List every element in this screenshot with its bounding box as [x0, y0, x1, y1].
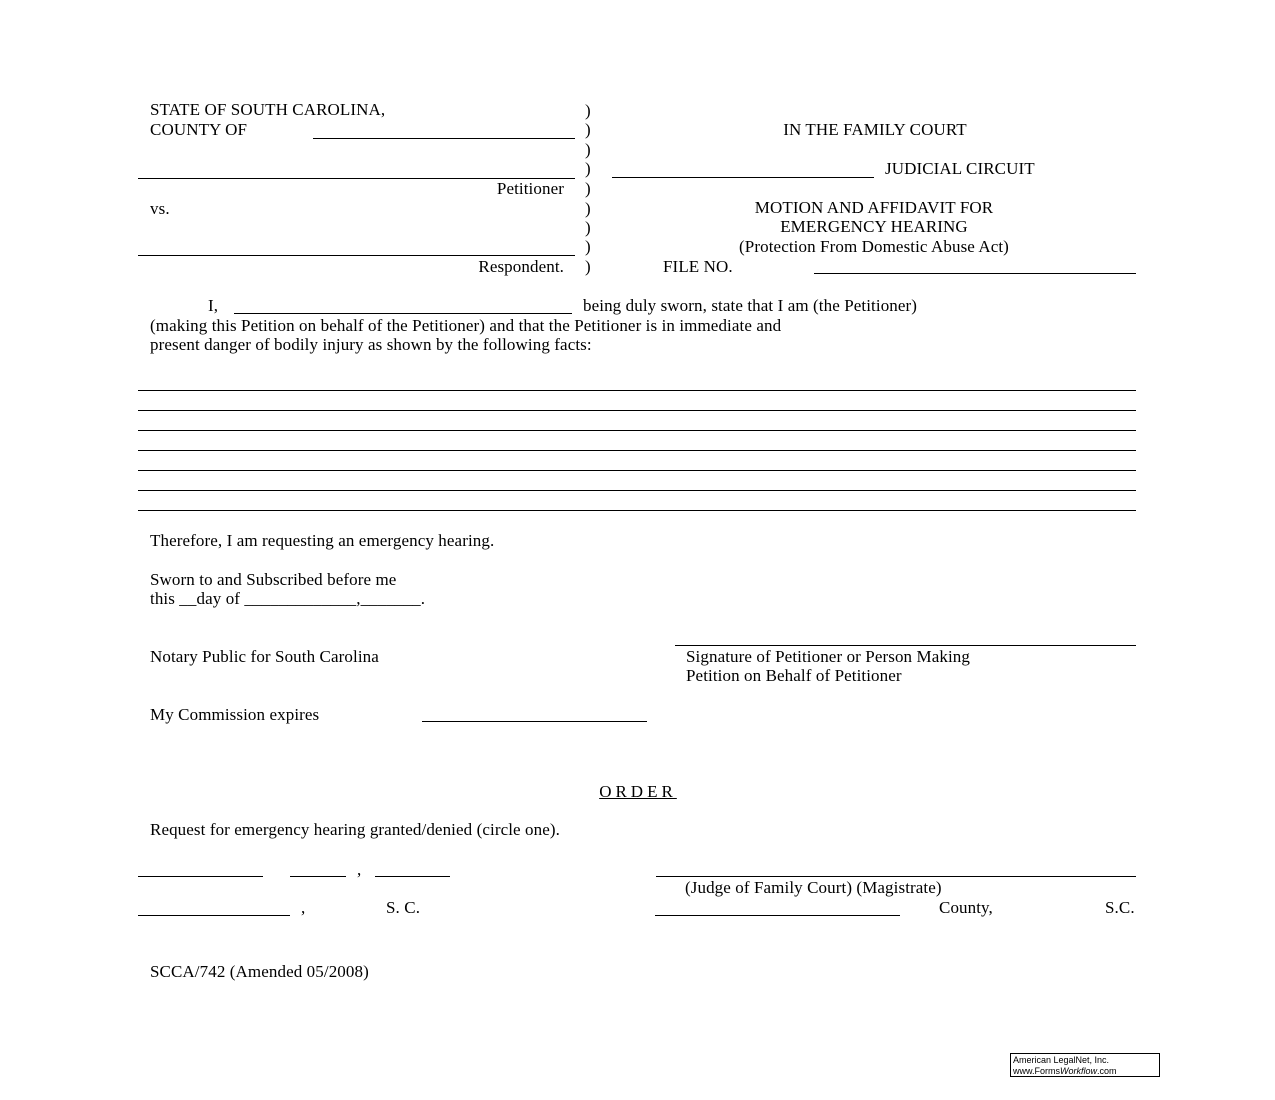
county-field[interactable]	[313, 138, 575, 139]
order-date-comma: ,	[357, 860, 362, 879]
facts-line[interactable]	[138, 410, 1136, 411]
paren: )	[585, 199, 591, 218]
signature-label-line2: Petition on Behalf of Petitioner	[686, 666, 902, 685]
paren: )	[585, 101, 591, 120]
facts-line[interactable]	[138, 430, 1136, 431]
sworn-line1: Sworn to and Subscribed before me	[150, 570, 397, 589]
order-city-comma: ,	[301, 898, 306, 917]
family-court-heading: IN THE FAMILY COURT	[783, 120, 967, 139]
facts-line[interactable]	[138, 470, 1136, 471]
badge-line2-suffix: .com	[1097, 1066, 1117, 1076]
affiant-i-label: I,	[208, 296, 219, 315]
badge-line1: American LegalNet, Inc.	[1013, 1055, 1110, 1065]
facts-line[interactable]	[138, 450, 1136, 451]
affidavit-line2: (making this Petition on behalf of the Petitioner) and that the Petitioner is in immediate and	[150, 316, 782, 335]
order-county-label: County,	[939, 898, 993, 917]
paren: )	[585, 120, 591, 139]
publisher-badge	[1010, 1053, 1160, 1077]
judicial-circuit-label: JUDICIAL CIRCUIT	[885, 159, 1035, 178]
badge-line2-italic: Workflow	[1060, 1066, 1098, 1076]
petitioner-label: Petitioner	[496, 179, 564, 198]
paren: )	[585, 237, 591, 256]
state-label: STATE OF SOUTH CAROLINA,	[150, 100, 386, 119]
order-sc-label: S. C.	[386, 898, 421, 917]
request-statement: Therefore, I am requesting an emergency hearing.	[150, 531, 495, 550]
order-year-field[interactable]	[375, 876, 450, 877]
notary-label: Notary Public for South Carolina	[150, 647, 379, 666]
paren: )	[585, 140, 591, 159]
judge-label: (Judge of Family Court) (Magistrate)	[685, 878, 942, 897]
commission-expires-field[interactable]	[422, 721, 647, 722]
form-subtitle: (Protection From Domestic Abuse Act)	[739, 237, 1009, 256]
affiant-name-field[interactable]	[234, 313, 572, 314]
affidavit-line3: present danger of bodily injury as shown by the following facts:	[150, 335, 592, 354]
vs-label: vs.	[150, 199, 170, 218]
order-heading	[538, 782, 738, 801]
signature-label-line1: Signature of Petitioner or Person Making	[686, 647, 970, 666]
order-city-field[interactable]	[138, 915, 290, 916]
order-county-field[interactable]	[655, 915, 900, 916]
respondent-name-field[interactable]	[138, 255, 575, 256]
paren: )	[585, 257, 591, 276]
affidavit-line1: being duly sworn, state that I am (the Petitioner)	[583, 296, 918, 315]
paren: )	[585, 179, 591, 198]
paren: )	[585, 218, 591, 237]
order-heading-text: ORDER	[599, 782, 677, 801]
order-date-field[interactable]	[138, 876, 263, 877]
facts-line[interactable]	[138, 390, 1136, 391]
facts-line[interactable]	[138, 510, 1136, 511]
order-sc2-label: S.C.	[1105, 898, 1135, 917]
county-label: COUNTY OF	[150, 120, 248, 139]
facts-line[interactable]	[138, 490, 1136, 491]
respondent-label: Respondent.	[478, 257, 564, 276]
form-title-line2: EMERGENCY HEARING	[780, 217, 968, 236]
judicial-circuit-field[interactable]	[612, 177, 874, 178]
paren: )	[585, 159, 591, 178]
badge-line2-prefix: www.Forms	[1013, 1066, 1060, 1076]
form-id: SCCA/742 (Amended 05/2008)	[150, 962, 369, 981]
commission-label: My Commission expires	[150, 705, 320, 724]
order-day-field[interactable]	[290, 876, 346, 877]
judge-signature-field[interactable]	[656, 876, 1136, 877]
file-no-field[interactable]	[814, 273, 1136, 274]
sworn-line2: this __day of _____________,_______.	[150, 589, 426, 608]
badge-line2	[1013, 1066, 1157, 1077]
file-no-label: FILE NO.	[663, 257, 733, 276]
order-request-text: Request for emergency hearing granted/denied (circle one).	[150, 820, 560, 839]
form-title-line1: MOTION AND AFFIDAVIT FOR	[754, 198, 994, 217]
signature-field[interactable]	[675, 645, 1136, 646]
